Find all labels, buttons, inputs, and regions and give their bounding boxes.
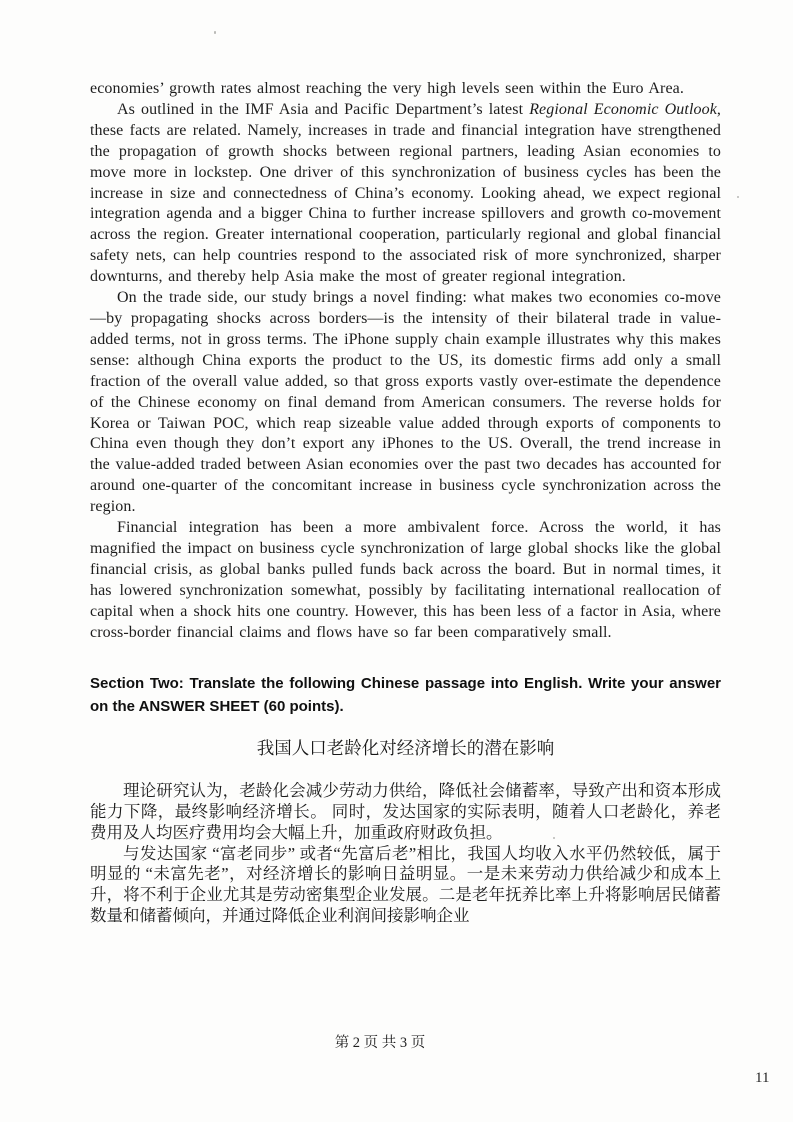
paragraph-imf-outlook-post: , these facts are related. Namely, increases in trade and financial integration have strengthened the propagation of growth shocks between regional partners, leading Asian economies to move more in lockstep. One driver of this synchronization of business cycles has been the increase in size and connectedness of China’s economy. Looking ahead, we expect regional integration agenda and a bigger China to further increase spillovers and growth co-movement across the region. Greater international cooperation, particularly regional and global financial safety nets, can help countries respond to the associated risk of more synchronized, sharper downturns, and thereby help Asia make the most of greater regional integration. <box>90 100 722 286</box>
chinese-paragraph-2: 与发达国家 “富老同步” 或者“先富后老”相比，我国人均收入水平仍然较低，属于明显的 “未富先老”，对经济增长的影响日益明显。一是未来劳动力供给减少和成本上升，将不利于企业尤其是劳动密集型企业发展。二是老年抚养比率上升将影响居民储蓄数量和储蓄倾向，并通过降低企业利润间接影响企业 <box>90 843 721 925</box>
page-indicator-footer: 第 2 页 共 3 页 <box>334 1035 426 1051</box>
paragraph-imf-outlook <box>90 100 721 288</box>
corner-page-number: 11 <box>755 1070 770 1086</box>
scan-speckle <box>214 31 216 34</box>
page-content <box>90 79 721 926</box>
chinese-passage-title: 我国人口老龄化对经济增长的潜在影响 <box>256 738 555 759</box>
paragraph-imf-outlook-pre: As outlined in the IMF Asia and Pacific Department’s latest <box>117 100 530 118</box>
paragraph-trade-side: On the trade side, our study brings a novel finding: what makes two economies co-move—by propagating shocks across borders—is the intensity of their bilateral trade in value-added terms, not in gross terms. The iPhone supply chain example illustrates why this makes sense: although China exports the product to the US, its domestic firms add only a small fraction of the overall value added, so that gross exports vastly over-estimate the dependence of the Chinese economy on final demand from American consumers. The reverse holds for Korea or Taiwan POC, which reap sizeable value added through exports of components to China even though they don’t export any iPhones to the US. Overall, the trend increase in the value-added traded between Asian economies over the past two decades has accounted for around one-quarter of the concomitant increase in business cycle synchronization across the region. <box>90 289 721 516</box>
chinese-paragraph-1: 理论研究认为，老龄化会减少劳动力供给，降低社会储蓄率，导致产出和资本形成能力下降，最终影响经济增长。 同时，发达国家的实际表明，随着人口老龄化，养老费用及人均医疗费用均会大幅上升，加重政府财政负担。 <box>90 781 721 842</box>
paragraph-euro-area-continuation: economies’ growth rates almost reaching the very high levels seen within the Euro Area. <box>90 80 684 97</box>
section-two-instruction: Section Two: Translate the following Chinese passage into English. Write your answer on the ANSWER SHEET (60 points). <box>90 675 721 716</box>
scan-speckle <box>737 196 739 198</box>
regional-economic-outlook-italic-title: Regional Economic Outlook <box>529 100 717 118</box>
paragraph-financial-integration: Financial integration has been a more ambivalent force. Across the world, it has magnified the impact on business cycle synchronization of large global shocks like the global financial crisis, as global banks pulled funds back across the board. But in normal times, it has lowered synchronization somewhat, possibly by facilitating international reallocation of capital when a shock hits one country. However, this has been less of a factor in Asia, where cross-border financial claims and flows have so far been comparatively small. <box>90 519 721 641</box>
